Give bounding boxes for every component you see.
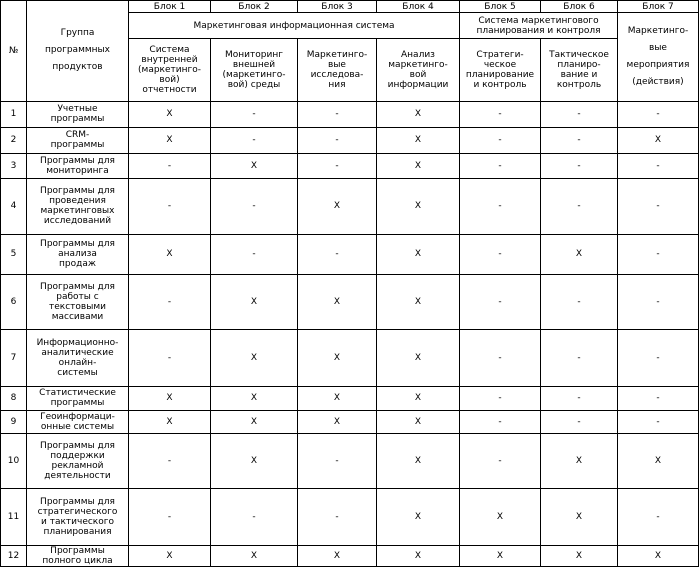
matrix-cell: - <box>618 489 699 545</box>
matrix-cell: X <box>377 545 460 566</box>
table-body <box>1 101 699 566</box>
matrix-cell: X <box>377 234 460 274</box>
matrix-cell: - <box>618 386 699 410</box>
matrix-cell: X <box>618 545 699 566</box>
row-number: 10 <box>1 433 27 488</box>
matrix-cell: X <box>129 386 211 410</box>
row-number: 8 <box>1 386 27 410</box>
table-row <box>1 127 699 153</box>
matrix-cell: X <box>129 127 211 153</box>
matrix-cell: X <box>541 545 618 566</box>
matrix-cell: - <box>460 127 541 153</box>
matrix-cell: - <box>298 127 377 153</box>
row-group-name: Статистические программы <box>27 386 129 410</box>
num-header: № <box>1 1 27 102</box>
matrix-cell: X <box>377 154 460 179</box>
matrix-cell: - <box>541 410 618 433</box>
matrix-cell: X <box>298 410 377 433</box>
matrix-cell: - <box>618 410 699 433</box>
matrix-cell: X <box>377 274 460 329</box>
matrix-cell: - <box>541 179 618 234</box>
subheader: Система внутренней (маркетинго- вой) отчетности <box>129 39 211 101</box>
matrix-cell: - <box>129 154 211 179</box>
row-group-name: Программы для проведения маркетинговых исследований <box>27 179 129 234</box>
row-group-name: Учетные программы <box>27 101 129 127</box>
matrix-cell: X <box>541 234 618 274</box>
matrix-cell: X <box>377 179 460 234</box>
matrix-cell: - <box>460 274 541 329</box>
table-row <box>1 433 699 488</box>
row-group-name: Программы для анализа продаж <box>27 234 129 274</box>
matrix-cell: - <box>541 274 618 329</box>
matrix-cell: - <box>211 179 298 234</box>
matrix-cell: X <box>129 101 211 127</box>
table-row <box>1 274 699 329</box>
mis-group-header: Маркетинговая информационная система <box>129 13 460 39</box>
block-header: Блок 2 <box>211 1 298 13</box>
matrix-cell: - <box>298 489 377 545</box>
subheader: Стратеги- ческое планирование и контроль <box>460 39 541 101</box>
block-header: Блок 1 <box>129 1 211 13</box>
table-row <box>1 101 699 127</box>
matrix-cell: - <box>618 274 699 329</box>
subheader: Маркетинго- вые мероприятия (действия) <box>618 13 699 102</box>
table-row <box>1 489 699 545</box>
table-row <box>1 330 699 386</box>
matrix-cell: X <box>129 410 211 433</box>
matrix-cell: - <box>460 234 541 274</box>
matrix-cell: X <box>298 179 377 234</box>
row-group-name: Программы для работы с текстовыми массивами <box>27 274 129 329</box>
matrix-cell: X <box>377 386 460 410</box>
matrix-cell: - <box>129 274 211 329</box>
matrix-cell: - <box>129 489 211 545</box>
row-number: 4 <box>1 179 27 234</box>
row-number: 9 <box>1 410 27 433</box>
matrix-cell: - <box>211 489 298 545</box>
matrix-cell: - <box>460 433 541 488</box>
matrix-cell: X <box>298 386 377 410</box>
matrix-cell: - <box>541 386 618 410</box>
matrix-cell: - <box>129 330 211 386</box>
matrix-cell: X <box>377 410 460 433</box>
matrix-cell: - <box>618 330 699 386</box>
matrix-cell: - <box>541 154 618 179</box>
subheader: Тактическое планиро- вание и контроль <box>541 39 618 101</box>
block-header: Блок 7 <box>618 1 699 13</box>
matrix-cell: X <box>129 545 211 566</box>
matrix-cell: X <box>377 433 460 488</box>
row-group-name: Программы для стратегического и тактического планирования <box>27 489 129 545</box>
matrix-cell: X <box>460 545 541 566</box>
row-number: 2 <box>1 127 27 153</box>
table-row <box>1 234 699 274</box>
planning-group-header: Система маркетингового планирования и контроля <box>460 13 618 39</box>
row-number: 6 <box>1 274 27 329</box>
row-group-name: Программы полного цикла <box>27 545 129 566</box>
matrix-cell: - <box>460 330 541 386</box>
table-row <box>1 154 699 179</box>
subheader: Мониторинг внешней (маркетинго- вой) среды <box>211 39 298 101</box>
matrix-cell: - <box>298 101 377 127</box>
matrix-cell: - <box>211 101 298 127</box>
group-header: Группа программных продуктов <box>27 1 129 102</box>
row-number: 1 <box>1 101 27 127</box>
table-row <box>1 545 699 566</box>
matrix-cell: - <box>298 433 377 488</box>
matrix-cell: - <box>541 101 618 127</box>
matrix-cell: X <box>377 101 460 127</box>
matrix-cell: - <box>460 410 541 433</box>
matrix-cell: - <box>129 433 211 488</box>
matrix-cell: - <box>129 179 211 234</box>
matrix-cell: X <box>129 234 211 274</box>
matrix-cell: - <box>460 386 541 410</box>
matrix-cell: X <box>541 433 618 488</box>
matrix-cell: X <box>377 330 460 386</box>
row-group-name: Информационно- аналитические онлайн- системы <box>27 330 129 386</box>
matrix-cell: X <box>298 545 377 566</box>
row-group-name: Программы для поддержки рекламной деятельности <box>27 433 129 488</box>
row-number: 12 <box>1 545 27 566</box>
table-row <box>1 386 699 410</box>
row-number: 7 <box>1 330 27 386</box>
matrix-cell: X <box>211 545 298 566</box>
row-group-name: Геоинформаци- онные системы <box>27 410 129 433</box>
block-header: Блок 4 <box>377 1 460 13</box>
matrix-cell: X <box>377 489 460 545</box>
matrix-cell: X <box>298 330 377 386</box>
matrix-cell: X <box>211 410 298 433</box>
row-number: 11 <box>1 489 27 545</box>
matrix-cell: X <box>211 154 298 179</box>
table-row <box>1 410 699 433</box>
matrix-cell: - <box>460 101 541 127</box>
block-header-row <box>1 1 699 13</box>
block-header: Блок 5 <box>460 1 541 13</box>
row-number: 3 <box>1 154 27 179</box>
subheader: Анализ маркетинго- вой информации <box>377 39 460 101</box>
matrix-cell: X <box>618 127 699 153</box>
matrix-cell: - <box>618 179 699 234</box>
row-number: 5 <box>1 234 27 274</box>
matrix-cell: X <box>298 274 377 329</box>
matrix-cell: X <box>377 127 460 153</box>
matrix-cell: X <box>211 330 298 386</box>
matrix-cell: X <box>541 489 618 545</box>
block-header: Блок 6 <box>541 1 618 13</box>
matrix-cell: - <box>211 127 298 153</box>
matrix-cell: - <box>298 234 377 274</box>
matrix-cell: X <box>618 433 699 488</box>
block-header: Блок 3 <box>298 1 377 13</box>
row-group-name: CRM- программы <box>27 127 129 153</box>
row-group-name: Программы для мониторинга <box>27 154 129 179</box>
matrix-cell: X <box>211 274 298 329</box>
matrix-cell: X <box>460 489 541 545</box>
matrix-cell: - <box>211 234 298 274</box>
table-row <box>1 179 699 234</box>
matrix-cell: - <box>618 234 699 274</box>
matrix-cell: - <box>460 179 541 234</box>
matrix-cell: - <box>541 330 618 386</box>
matrix-cell: - <box>618 154 699 179</box>
matrix-cell: X <box>211 433 298 488</box>
matrix-cell: X <box>211 386 298 410</box>
matrix-cell: - <box>618 101 699 127</box>
matrix-cell: - <box>541 127 618 153</box>
matrix-cell: - <box>460 154 541 179</box>
subheader: Маркетинго- вые исследова- ния <box>298 39 377 101</box>
matrix-cell: - <box>298 154 377 179</box>
